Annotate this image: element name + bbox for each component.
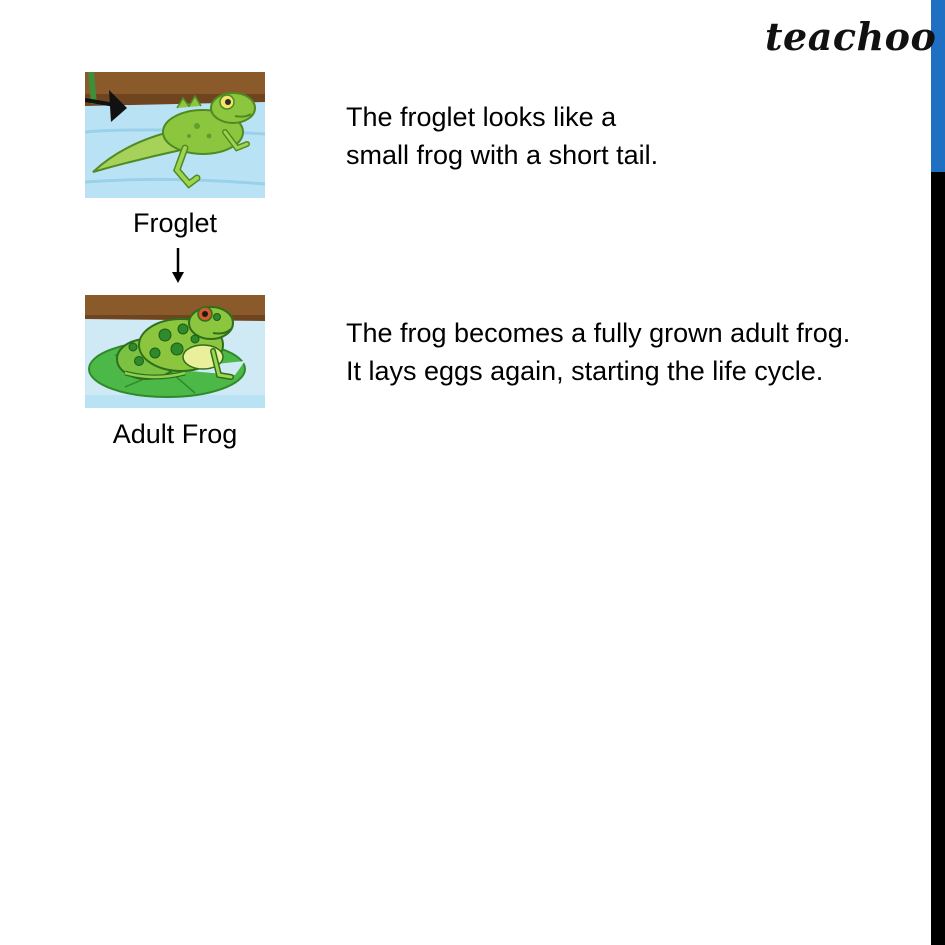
teachoo-logo: teachoo [765,14,937,59]
stage-label-froglet: Froglet [132,208,218,238]
froglet-description-line-1: The froglet looks like a [346,102,617,132]
adult-frog-description-line-1: The frog becomes a fully grown adult frog. [346,318,851,348]
froglet-illustration [85,72,265,198]
adult-frog-description-line-2: It lays eggs again, starting the life cycle. [346,356,824,386]
froglet-description [346,98,658,174]
adult-frog-illustration [85,295,265,408]
froglet-description-line-2: small frog with a short tail. [346,140,659,170]
adult-frog-description [346,314,850,390]
stage-label-adult-frog: Adult Frog [112,419,238,449]
down-arrow-icon [168,246,188,286]
